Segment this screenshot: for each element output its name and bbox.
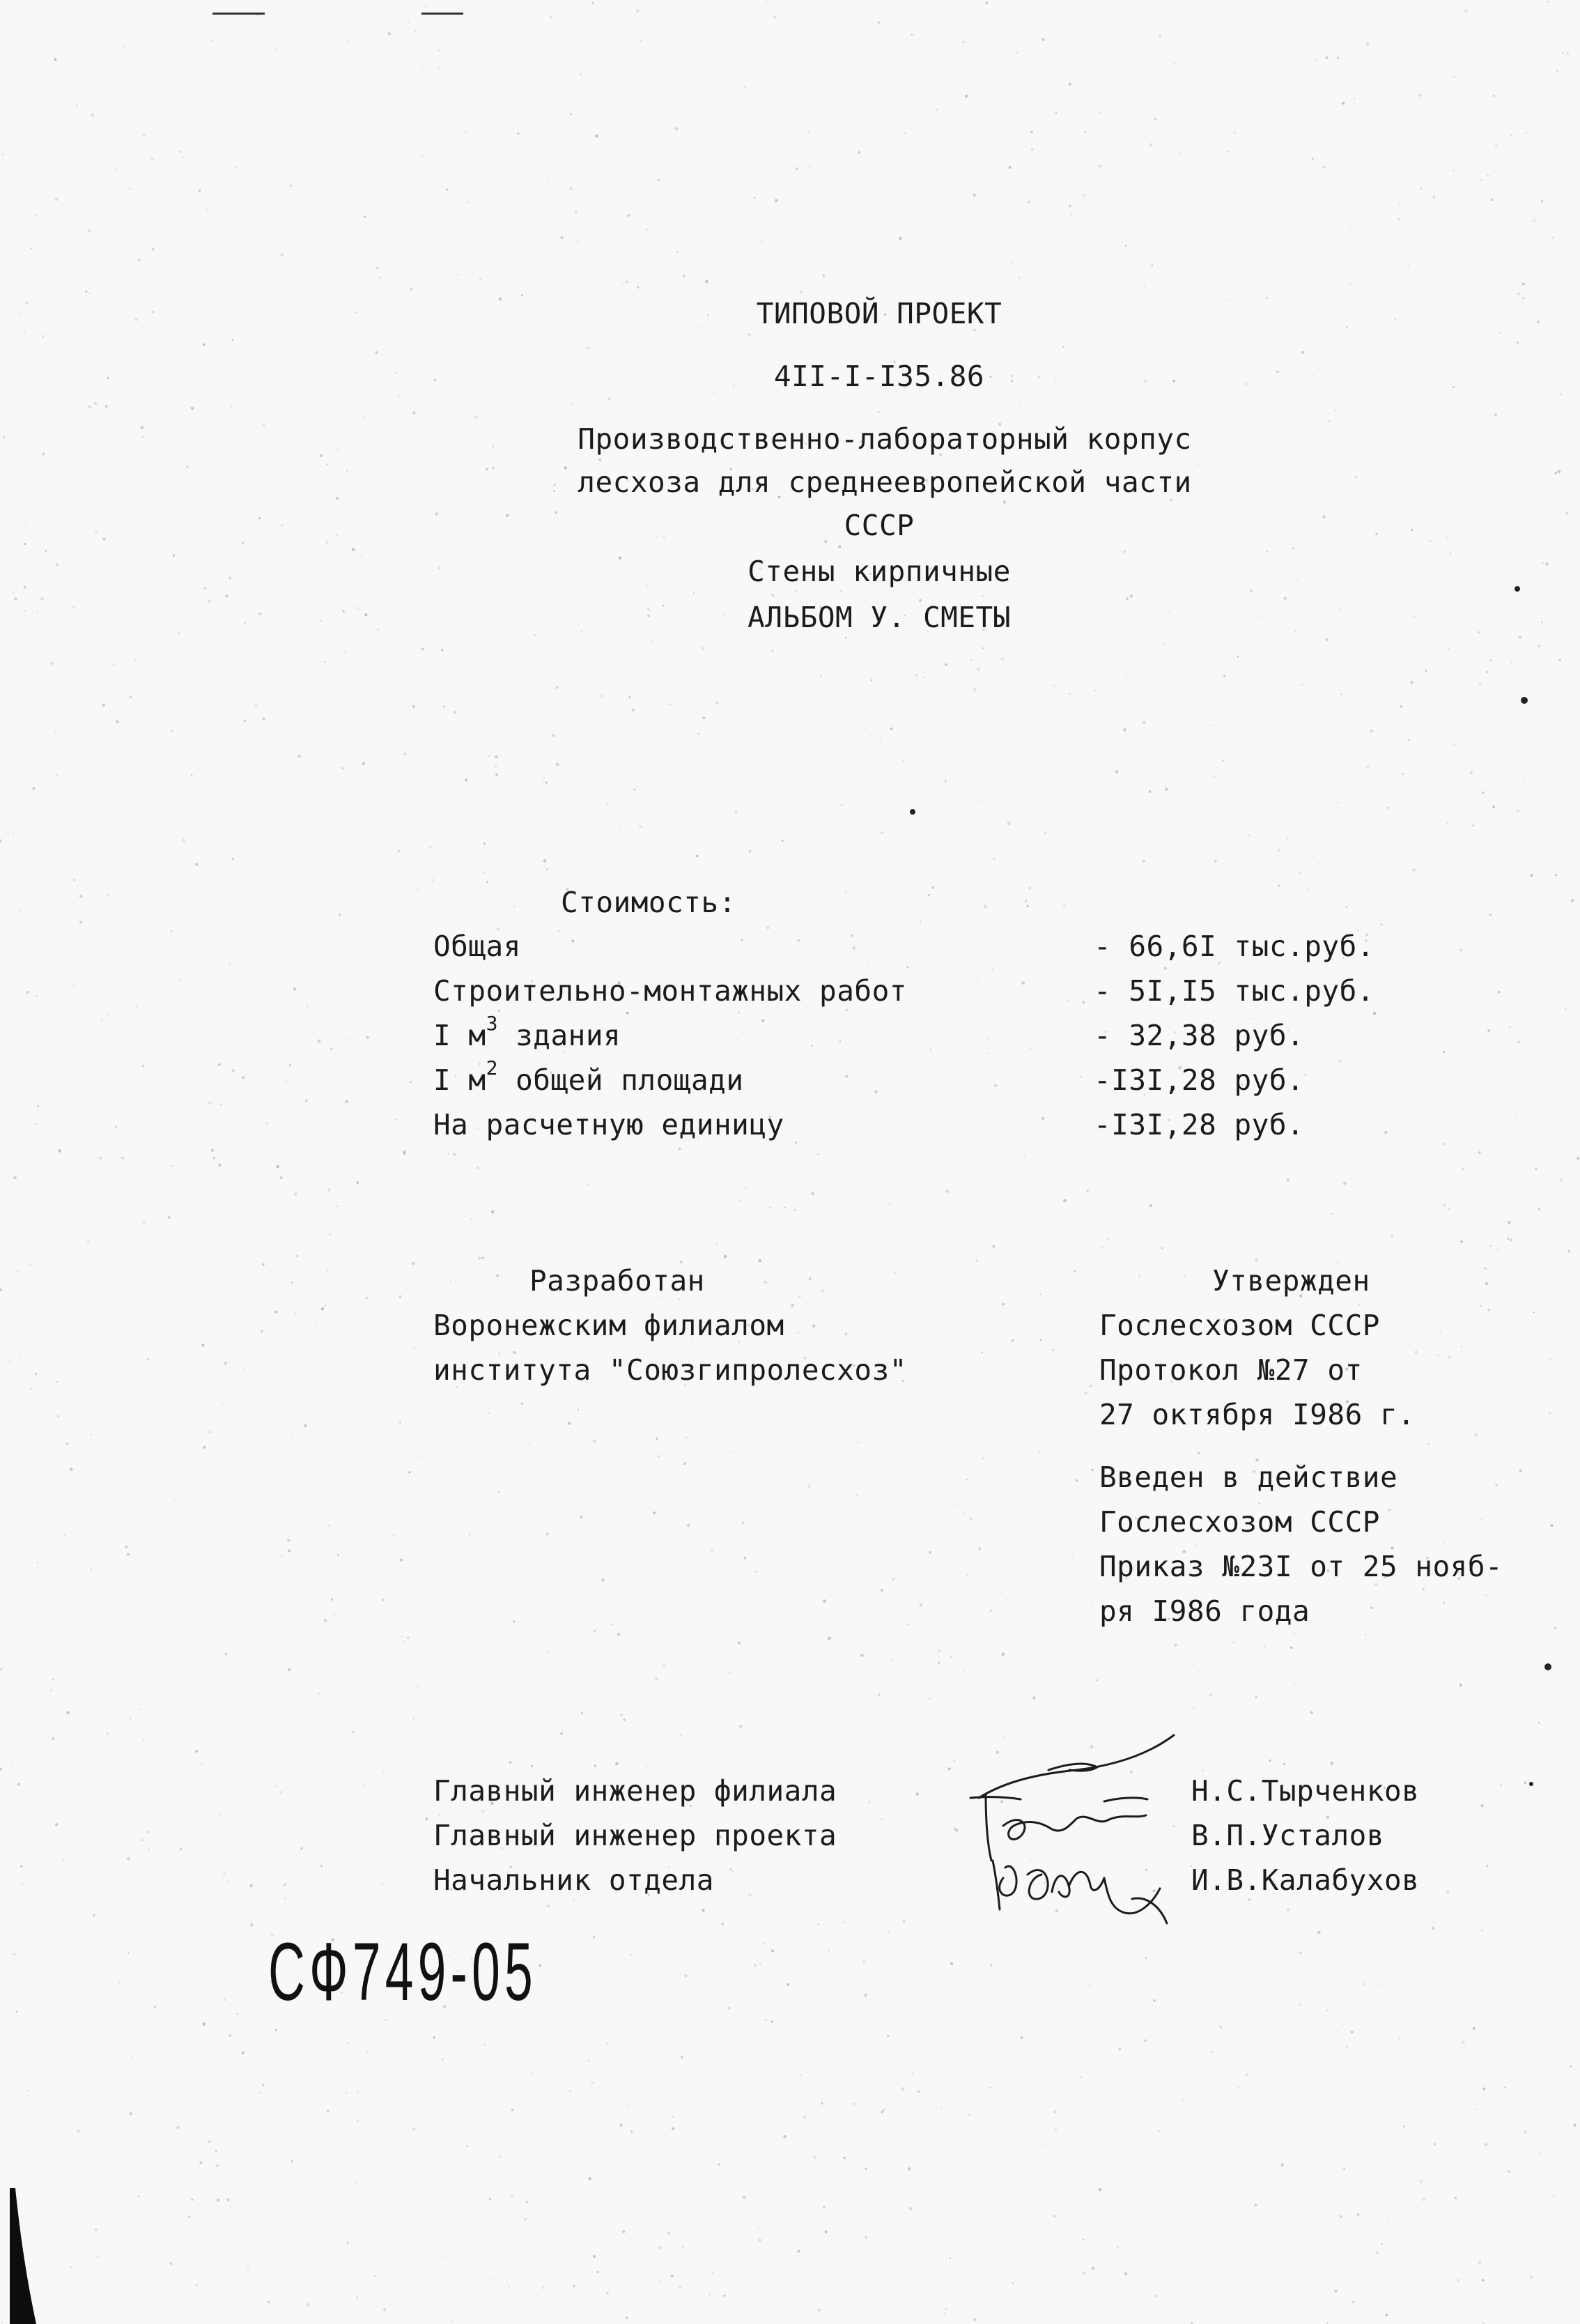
walls-type: Стены кирпичные [748,555,1011,588]
cost-heading: Стоимость: [561,886,736,919]
cost-label-exponent: 3 [486,1012,498,1035]
signatory-name: И.В.Калабухов [1191,1863,1420,1897]
project-title-line-1: Производственно-лабораторный корпус [578,422,1192,456]
scan-edge-artifact [0,2188,42,2324]
approved-line: Протокол №27 от [1099,1353,1363,1387]
introduced-line: Введен в действие [1099,1461,1398,1494]
top-scan-line [212,13,265,15]
cost-value: -I3I,28 руб. [1094,1108,1305,1141]
album-title: АЛЬБОМ У. СМЕТЫ [748,601,1011,634]
project-title-line-2: лесхоза для среднеевропейской части [578,465,1192,499]
signatory-position: Главный инженер проекта [433,1819,837,1852]
developed-line: Воронежским филиалом [433,1309,784,1342]
approved-line: Гослесхозом СССР [1099,1309,1380,1342]
cost-label [433,1056,744,1101]
approved-heading: Утвержден [1212,1264,1370,1298]
cost-value: -I3I,28 руб. [1094,1063,1305,1097]
signatory-name: Н.С.Тырченков [1191,1774,1420,1808]
cost-label [433,1012,621,1056]
cost-label-exponent: 2 [486,1056,498,1079]
project-title-line-3: СССР [844,509,915,542]
developed-heading: Разработан [529,1264,705,1298]
cost-label: Общая [433,930,521,963]
archive-stamp-code: СФ749-05 [268,1926,537,2018]
cost-value: - 32,38 руб. [1094,1019,1305,1052]
cost-label-text: общей площади [497,1063,744,1097]
introduced-line: Приказ №23I от 25 нояб- [1099,1550,1503,1583]
introduced-line: Гослесхозом СССР [1099,1505,1380,1539]
cost-label-text: I м [433,1063,486,1097]
cost-value: - 66,6I тыс.руб. [1094,930,1374,963]
top-scan-line [421,13,463,15]
project-number: 4II-I-I35.86 [773,360,985,393]
doc-type: ТИПОВОЙ ПРОЕКТ [756,297,1002,330]
cost-label: На расчетную единицу [433,1108,784,1141]
handwritten-signature [965,1721,1195,1930]
introduced-line: ря I986 года [1099,1594,1310,1628]
signatory-position: Главный инженер филиала [433,1774,837,1808]
approved-line: 27 октября I986 г. [1099,1398,1416,1431]
developed-line: института "Союзгипролесхоз" [433,1353,907,1387]
cost-label: Строительно-монтажных работ [433,974,907,1008]
signatory-position: Начальник отдела [433,1863,714,1897]
cost-label-text: здания [497,1019,621,1052]
signatory-name: В.П.Усталов [1191,1819,1385,1852]
cost-value: - 5I,I5 тыс.руб. [1094,974,1374,1008]
cost-label-text: I м [433,1019,486,1052]
